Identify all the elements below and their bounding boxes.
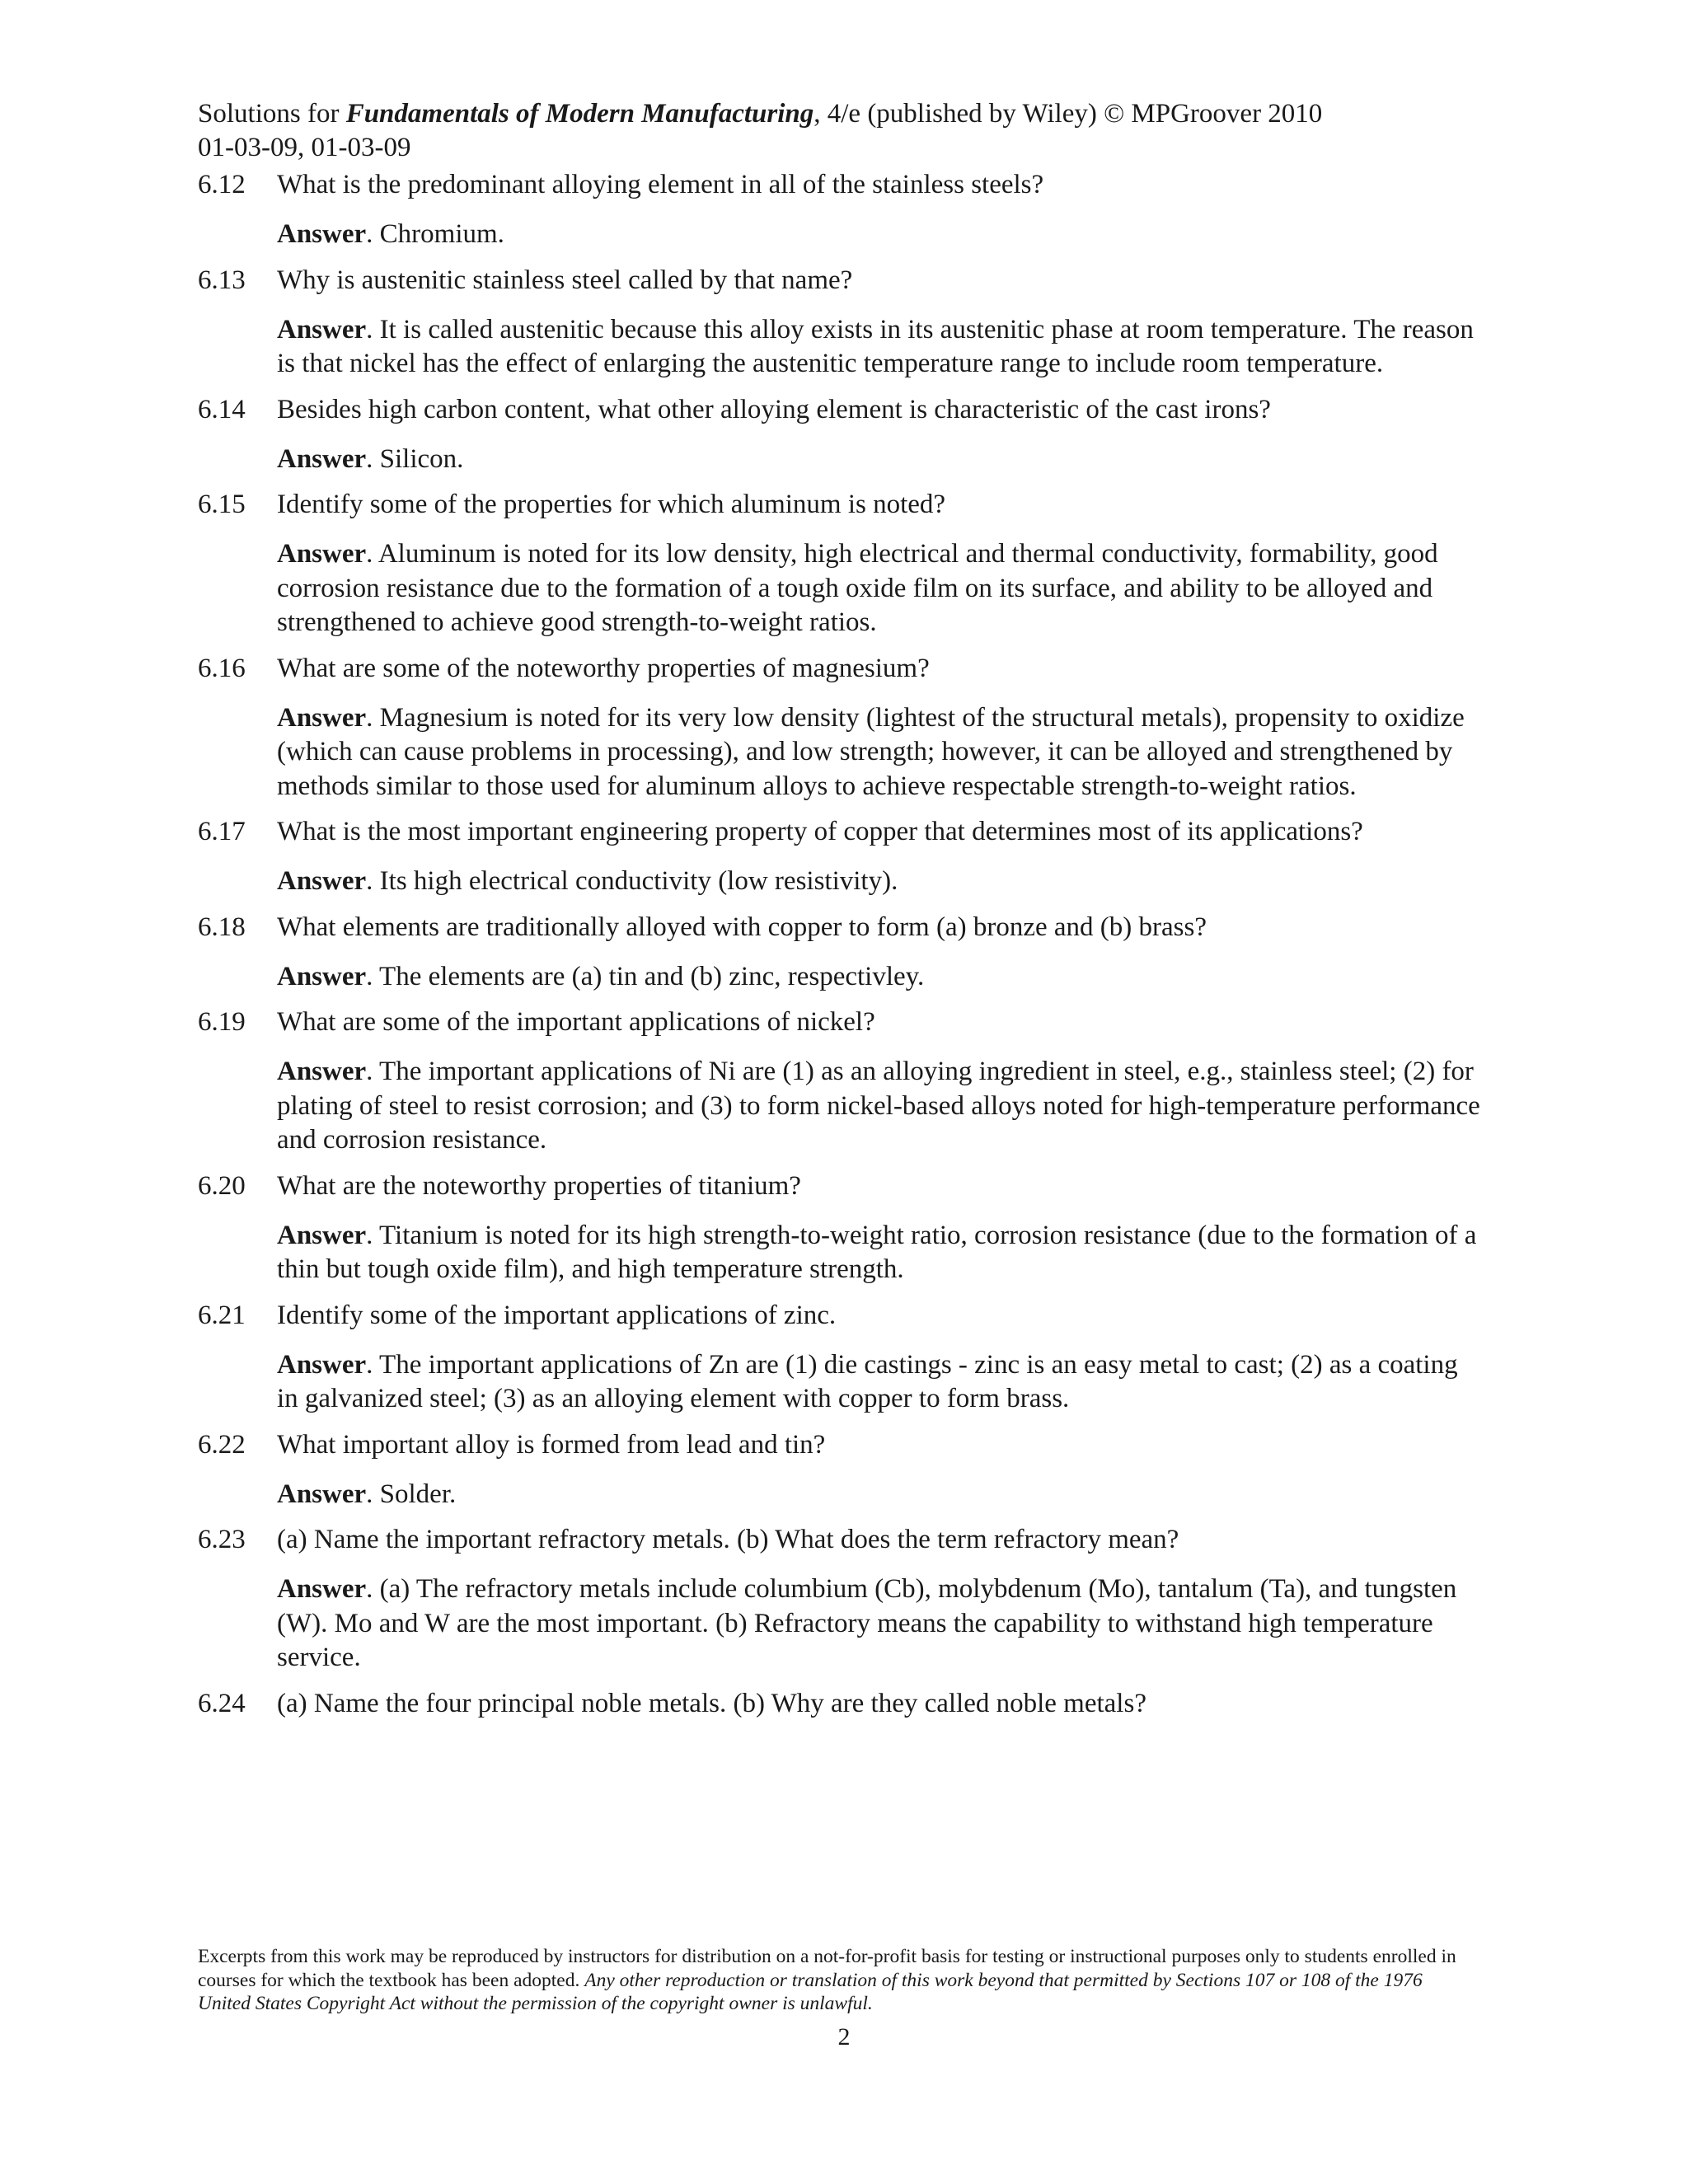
answer-label: Answer (277, 314, 367, 344)
question-number: 6.18 (198, 912, 246, 942)
answer-label: Answer (277, 1574, 367, 1604)
question-6-21 (198, 1299, 1484, 1417)
question-6-15 (198, 488, 1484, 640)
page-header (198, 97, 1517, 165)
answer-label: Answer (277, 219, 367, 249)
question-text (198, 1169, 1484, 1203)
answer-label: Answer (277, 961, 367, 991)
question-text (198, 1687, 1484, 1721)
answer-body: . Chromium. (366, 219, 504, 249)
answer-text (198, 701, 1484, 804)
answer-body: . Magnesium is noted for its very low density (lightest of the structural metals), propensity to oxidize (which can cause problems in processing), and low strength; however, it can be alloyed and strengthened by methods similar to those used for aluminum alloys to achieve respectable strength-to-weight ratios. (277, 702, 1465, 801)
question-6-22 (198, 1428, 1484, 1512)
answer-label: Answer (277, 1220, 367, 1250)
question-6-12 (198, 168, 1484, 252)
answer-body: . Titanium is noted for its high strength-to-weight ratio, corrosion resistance (due to the formation of a thin but tough oxide film), and high temperature strength. (277, 1220, 1477, 1284)
answer-label: Answer (277, 1349, 367, 1380)
question-6-14 (198, 393, 1484, 477)
answer-label: Answer (277, 866, 367, 896)
question-number: 6.22 (198, 1429, 246, 1460)
question-number: 6.21 (198, 1300, 246, 1330)
question-body: Identify some of the important applications of zinc. (277, 1300, 837, 1330)
question-6-19 (198, 1005, 1484, 1158)
header-dates: 01-03-09, 01-03-09 (198, 133, 411, 162)
answer-text (198, 1348, 1484, 1417)
answer-body: . Its high electrical conductivity (low resistivity). (366, 866, 898, 896)
header-prefix: Solutions for (198, 99, 346, 129)
answer-text (198, 537, 1484, 640)
question-body: What is the predominant alloying element in all of the stainless steels? (277, 170, 1044, 199)
question-text (198, 168, 1484, 202)
question-body: What are some of the noteworthy properties of magnesium? (277, 653, 930, 683)
header-suffix: , 4/e (published by Wiley) © MPGroover 2010 (814, 99, 1323, 129)
question-6-16 (198, 652, 1484, 804)
answer-body: . It is called austenitic because this alloy exists in its austenitic phase at room temperature. The reason is that nickel has the effect of enlarging the austenitic temperature range to include room temperature. (277, 314, 1474, 378)
header-title-line (198, 97, 1517, 131)
answer-body: . Solder. (366, 1479, 457, 1509)
question-number: 6.13 (198, 265, 246, 295)
question-number: 6.23 (198, 1525, 246, 1554)
question-body: What important alloy is formed from lead and tin? (277, 1429, 826, 1460)
question-text (198, 911, 1484, 944)
question-6-13 (198, 264, 1484, 382)
copyright-footer (198, 1945, 1467, 2016)
question-6-23 (198, 1523, 1484, 1675)
answer-body: . The important applications of Zn are (1) die castings - zinc is an easy metal to cast; (2) as a coating in galvanized steel; (3) as an alloying element with copper to form brass. (277, 1349, 1458, 1413)
questions-list (198, 168, 1484, 1736)
question-body: What elements are traditionally alloyed with copper to form (a) bronze and (b) brass? (277, 912, 1207, 942)
footer-legal-notice: Any other reproduction or translation of this work beyond that permitted by Sections 107 or 108 of the 1976 United States Copyright Act without the permission of the copyright owner is unlawful. (198, 1969, 1423, 2014)
answer-body: . Aluminum is noted for its low density, high electrical and thermal conductivity, formability, good corrosion resistance due to the formation of a tough oxide film on its surface, and ability to be alloyed and strengthened to achieve good strength-to-weight ratios. (277, 539, 1438, 637)
answer-text (198, 313, 1484, 382)
question-number: 6.19 (198, 1007, 246, 1037)
answer-label: Answer (277, 1057, 367, 1086)
answer-label: Answer (277, 1479, 367, 1509)
question-number: 6.15 (198, 490, 246, 519)
question-6-20 (198, 1169, 1484, 1287)
question-text (198, 1428, 1484, 1462)
question-text (198, 264, 1484, 298)
question-number: 6.24 (198, 1688, 246, 1718)
answer-label: Answer (277, 702, 367, 733)
question-body: Besides high carbon content, what other alloying element is characteristic of the cast irons? (277, 394, 1271, 424)
question-6-24 (198, 1687, 1484, 1721)
question-6-17 (198, 815, 1484, 899)
answer-label: Answer (277, 539, 367, 569)
question-text (198, 1523, 1484, 1557)
footer-notice: Excerpts from this work may be reproduced by instructors for distribution on a not-for-profit basis for testing or instructional purposes only to students enrolled in courses for which the textbook has been adopted. (198, 1946, 1456, 1991)
question-text (198, 652, 1484, 686)
question-body: What are some of the important applications of nickel? (277, 1007, 875, 1037)
question-body: (a) Name the important refractory metals. (b) What does the term refractory mean? (277, 1525, 1179, 1554)
question-body: (a) Name the four principal noble metals. (b) Why are they called noble metals? (277, 1688, 1146, 1718)
answer-text (198, 1478, 1484, 1512)
page-number: 2 (837, 2023, 851, 2050)
question-body: What are the noteworthy properties of titanium? (277, 1170, 801, 1201)
question-text (198, 488, 1484, 522)
answer-text (198, 1219, 1484, 1287)
question-number: 6.20 (198, 1170, 246, 1201)
question-text (198, 1299, 1484, 1333)
answer-text (198, 960, 1484, 995)
question-number: 6.16 (198, 653, 246, 683)
answer-body: . Silicon. (366, 443, 464, 474)
answer-label: Answer (277, 443, 367, 474)
question-body: Identify some of the properties for which aluminum is noted? (277, 490, 946, 519)
answer-body: . The important applications of Ni are (1) as an alloying ingredient in steel, e.g., stainless steel; (2) for plating of steel to resist corrosion; and (3) to form nickel-based alloys noted for high-temperature performance and corrosion resistance. (277, 1057, 1480, 1155)
question-text (198, 815, 1484, 849)
answer-text (198, 1572, 1484, 1675)
answer-text (198, 218, 1484, 252)
question-number: 6.12 (198, 170, 246, 199)
question-text (198, 1005, 1484, 1039)
question-number: 6.14 (198, 394, 246, 424)
answer-text (198, 443, 1484, 477)
answer-body: . (a) The refractory metals include columbium (Cb), molybdenum (Mo), tantalum (Ta), and tungsten (W). Mo and W are the most important. (b) Refractory means the capability to withstand high temperature service. (277, 1574, 1457, 1672)
answer-body: . The elements are (a) tin and (b) zinc, respectivley. (366, 961, 925, 991)
header-book-title: Fundamentals of Modern Manufacturing (345, 99, 814, 129)
question-6-18 (198, 911, 1484, 995)
question-body: What is the most important engineering property of copper that determines most of its applications? (277, 817, 1363, 846)
answer-text (198, 865, 1484, 899)
question-number: 6.17 (198, 817, 246, 846)
question-body: Why is austenitic stainless steel called by that name? (277, 265, 853, 295)
answer-text (198, 1055, 1484, 1158)
question-text (198, 393, 1484, 427)
